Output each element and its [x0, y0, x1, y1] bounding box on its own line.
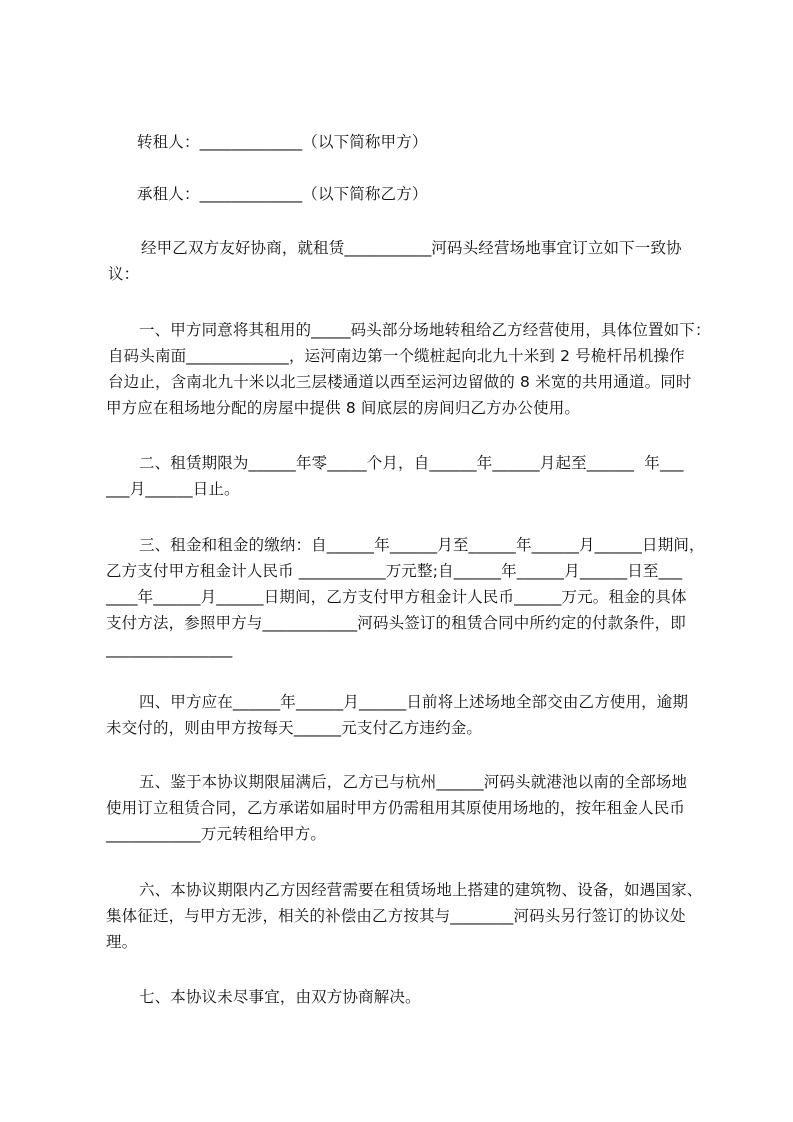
clause3-line-2: 乙方支付甲方租金计人民币 ___________万元整;自______年______月______日至___	[106, 562, 683, 580]
clause6-line-2: 集体征迁，与甲方无涉，相关的补偿由乙方按其与________河码头另行签订的协议处	[106, 907, 686, 925]
clause2-line-2: ___月______日止。	[106, 480, 240, 498]
clause5-line-1: 五、鉴于本协议期限届满后，乙方已与杭州______河码头就港池以南的全部场地	[139, 773, 688, 791]
clause3-line-5: ________________	[106, 640, 233, 658]
clause5-line-2: 使用订立租赁合同，乙方承诺如届时甲方仍需租用其原使用场地的，按年租金人民币	[106, 799, 686, 817]
clause6-line-3: 理。	[106, 933, 138, 951]
clause1-line-4: 甲方应在租场地分配的房屋中提供 8 间底层的房间归乙方办公使用。	[106, 399, 581, 417]
lessee-line: 承租人：_____________（以下简称乙方）	[137, 185, 428, 203]
clause3-line-4: 支付方法，参照甲方与____________河码头签订的租赁合同中所约定的付款条件，即	[106, 614, 686, 632]
clause3-line-3: ____年______月______日期间，乙方支付甲方租金计人民币______万元。租金的具体	[106, 588, 687, 606]
clause5-line-3: ____________万元转租给甲方。	[106, 825, 327, 843]
clause4-line-2: 未交付的，则由甲方按每天______元支付乙方违约金。	[106, 719, 483, 737]
clause6-line-1: 六、本协议期限内乙方因经营需要在租赁场地上搭建的建筑物、设备，如遇国家、	[139, 881, 703, 899]
clause1-line-3: 台边止，含南北九十米以北三层楼通道以西至运河边留做的 8 米宽的共用通道。同时	[108, 373, 692, 391]
intro-line-1: 经甲乙双方友好协商，就租赁___________河码头经营场地事宜订立如下一致协	[141, 239, 682, 257]
lessor-line: 转租人：_____________（以下简称甲方）	[137, 133, 428, 151]
clause7-line: 七、本协议未尽事宜，由双方协商解决。	[139, 988, 421, 1006]
intro-line-2: 议：	[108, 265, 140, 283]
clause1-line-2: 自码头南面_____________，运河南边第一个缆桩起向北九十米到 2 号桅杆吊机操作	[108, 347, 685, 365]
clause4-line-1: 四、甲方应在______年______月______日前将上述场地全部交由乙方使用，逾期	[139, 693, 689, 711]
clause3-line-1: 三、租金和租金的缴纳：自______年______月至______年______月______日期间，	[139, 536, 705, 554]
clause1-line-1: 一、甲方同意将其租用的_____码头部分场地转租给乙方经营使用，具体位置如下：	[139, 321, 711, 339]
clause2-line-1: 二、租赁期限为______年零_____个月，自______年______月起至______ 年___	[139, 454, 684, 472]
